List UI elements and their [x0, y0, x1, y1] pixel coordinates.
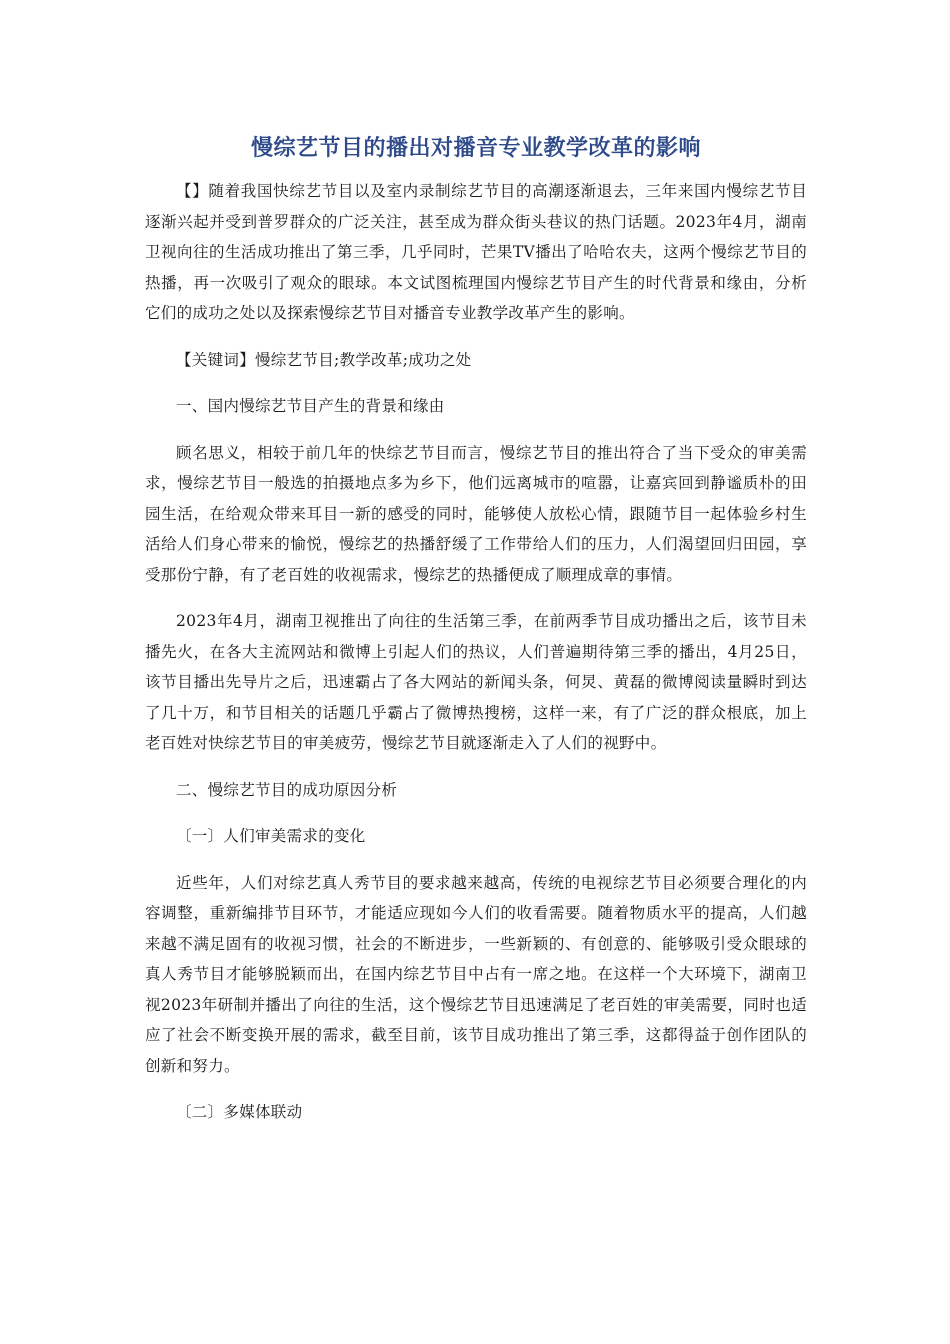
document-title: 慢综艺节目的播出对播音专业教学改革的影响 [250, 136, 701, 161]
document-page [145, 130, 807, 1144]
body-paragraph: 近些年，人们对综艺真人秀节目的要求越来越高，传统的电视综艺节目必须要合理化的内容调整，重新编排节目环节，才能适应现如今人们的收看需要。随着物质水平的提高，人们越来越不满足固有的收视习惯，社会的不断进步，一些新颖的、有创意的、能够吸引受众眼球的真人秀节目才能够脱颖而出，在国内综艺节目中占有一席之地。在这样一个大环境下，湖南卫视2023年研制并播出了向往的生活，这个慢综艺节目迅速满足了老百姓的审美需要，同时也适应了社会不断变换开展的需求，截至目前，该节目成功推出了第三季，这都得益于创作团队的创新和努力。 [145, 873, 807, 1075]
section-heading-2: 二、慢综艺节目的成功原因分析 [176, 780, 398, 799]
body-paragraph: 2023年4月，湖南卫视推出了向往的生活第三季，在前两季节目成功播出之后，该节目未播先火，在各大主流网站和微博上引起人们的热议，人们普遍期待第三季的播出，4月25日，该节目播出先导片之后，迅速霸占了各大网站的新闻头条，何炅、黄磊的微博阅读量瞬时到达了几十万，和节目相关的话题几乎霸占了微博热搜榜，这样一来，有了广泛的群众根底，加上老百姓对快综艺节目的审美疲劳，慢综艺节目就逐渐走入了人们的视野中。 [145, 612, 807, 752]
abstract-paragraph: 【】随着我国快综艺节目以及室内录制综艺节目的高潮逐渐退去，三年来国内慢综艺节目逐渐兴起并受到普罗群众的广泛关注，甚至成为群众街头巷议的热门话题。2023年4月，湖南卫视向往的生活成功推出了第三季，几乎同时，芒果TV播出了哈哈农夫，这两个慢综艺节目的热播，再一次吸引了观众的眼球。本文试图梳理国内慢综艺节目产生的时代背景和缘由，分析它们的成功之处以及探索慢综艺节目对播音专业教学改革产生的影响。 [145, 182, 807, 322]
subsection-heading-1: 〔一〕人们审美需求的变化 [176, 827, 366, 845]
subsection-heading-2: 〔二〕多媒体联动 [176, 1103, 303, 1121]
body-paragraph: 顾名思义，相较于前几年的快综艺节目而言，慢综艺节目的推出符合了当下受众的审美需求，慢综艺节目一般选的拍摄地点多为乡下，他们远离城市的喧嚣，让嘉宾回到静谧质朴的田园生活，在给观众带来耳目一新的感受的同时，能够使人放松心情，跟随节目一起体验乡村生活给人们身心带来的愉悦，慢综艺的热播舒缓了工作带给人们的压力，人们渴望回归田园，享受那份宁静，有了老百姓的收视需求，慢综艺的热播便成了顺理成章的事情。 [145, 443, 807, 584]
keywords-line: 【关键词】慢综艺节目;教学改革;成功之处 [176, 350, 472, 369]
section-heading-1: 一、国内慢综艺节目产生的背景和缘由 [176, 397, 445, 415]
